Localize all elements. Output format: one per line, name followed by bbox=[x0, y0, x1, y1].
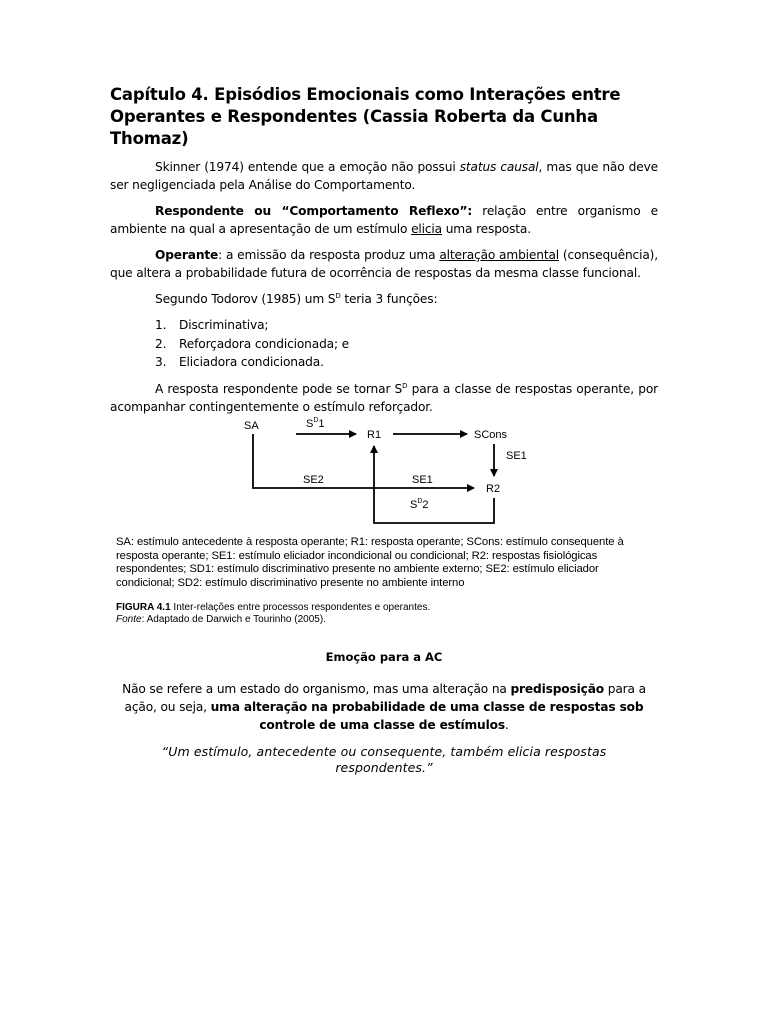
superscript: D bbox=[402, 381, 408, 390]
diagram-label-sa: SA bbox=[244, 420, 259, 432]
diagram-label-sd2-sup: D bbox=[417, 498, 423, 505]
diagram-label-scons: SCons bbox=[474, 429, 508, 441]
diagram-label-sd2-base: S bbox=[410, 499, 418, 511]
list-text: Discriminativa; bbox=[179, 318, 269, 332]
diagram-label-sd1-sup: D bbox=[313, 417, 319, 424]
bold-term: Respondente ou “Comportamento Reflexo”: bbox=[155, 204, 473, 218]
paragraph-text: uma resposta. bbox=[442, 222, 531, 236]
diagram-label-r2: R2 bbox=[486, 483, 501, 495]
diagram-label-sd1 bbox=[306, 417, 325, 430]
list-item bbox=[155, 316, 658, 335]
superscript: D bbox=[335, 291, 341, 300]
list-item bbox=[155, 353, 658, 372]
list-number: 1. bbox=[155, 318, 167, 332]
bold-term: predisposição bbox=[510, 682, 605, 696]
paragraph-text: teria 3 funções: bbox=[340, 292, 438, 306]
paragraph-respondente bbox=[110, 202, 658, 238]
chapter-title: Capítulo 4. Episódios Emocionais como Interações entre Operantes e Respondentes (Cassia Roberta da Cunha Thomaz) bbox=[110, 85, 621, 148]
diagram-label-sd1-tail: 1 bbox=[318, 418, 325, 430]
paragraph-text: (consequência), que altera a probabilidade futura de ocorrência de respostas da mesma classe funcional. bbox=[110, 248, 658, 280]
italic-term: status causal bbox=[459, 160, 539, 174]
list-text: Reforçadora condicionada; e bbox=[179, 336, 349, 351]
paragraph-text: relação entre organismo e ambiente na qual a apresentação de um estímulo bbox=[110, 204, 659, 236]
paragraph-operante bbox=[110, 246, 658, 282]
list-number: 2. bbox=[155, 336, 167, 351]
figure-caption: SA: estímulo antecedente à resposta operante; R1: resposta operante; SCons: estímulo consequente à resposta operante; SE1: estímulo eliciador incondicional ou condicional; R2: respostas fisiológicas respondentes; SD1: estímulo discriminativo presente no ambiente externo; SE2: estímulo eliciador condicional; SD2: estímulo discriminativo presente no ambiente interno bbox=[116, 536, 624, 589]
arrow-r2-to-r1 bbox=[374, 446, 494, 523]
figure-label bbox=[116, 602, 658, 626]
figure-title: Inter-relações entre processos respondentes e operantes. bbox=[170, 602, 431, 613]
figure-source-label: Fonte bbox=[116, 614, 142, 625]
paragraph-text: . bbox=[504, 718, 509, 732]
paragraph-text: : a emissão da resposta produz uma bbox=[218, 248, 440, 262]
section-title: Emoção para a AC bbox=[325, 650, 443, 664]
underlined-term: elicia bbox=[411, 222, 442, 236]
list-text: Eliciadora condicionada. bbox=[179, 355, 324, 369]
quote: “Um estímulo, antecedente ou consequente, também elicia respostas respondentes.” bbox=[161, 744, 607, 775]
arrow-sa-to-r2 bbox=[253, 434, 474, 488]
list-number: 3. bbox=[155, 355, 167, 369]
diagram-label-r1: R1 bbox=[367, 429, 382, 441]
diagram-label-sd1-base: S bbox=[306, 418, 314, 430]
figure-number: FIGURA 4.1 bbox=[116, 602, 171, 613]
figure-source: : Adaptado de Darwich e Tourinho (2005). bbox=[141, 614, 326, 625]
paragraph-text: para a ação, ou seja, bbox=[124, 682, 646, 714]
paragraph-text: , mas que não deve ser negligenciada pela Análise do Comportamento. bbox=[110, 160, 658, 192]
paragraph-text: Segundo Todorov (1985) um S bbox=[155, 292, 336, 306]
paragraph-text: para a classe de respostas operante, por acompanhar contingentemente o estímulo reforçador. bbox=[110, 381, 658, 414]
bold-phrase: uma alteração na probabilidade de uma classe de respostas sob controle de uma classe de estímulos bbox=[210, 700, 644, 732]
paragraph-emotion bbox=[110, 680, 658, 734]
paragraph-text: Não se refere a um estado do organismo, mas uma alteração na bbox=[122, 682, 511, 696]
paragraph-todorov bbox=[110, 290, 658, 308]
interaction-diagram bbox=[110, 410, 658, 530]
underlined-term: alteração ambiental bbox=[439, 248, 560, 262]
emotion-section bbox=[110, 650, 658, 776]
diagram-label-sd2-tail: 2 bbox=[422, 499, 429, 511]
diagram-label-sd2 bbox=[410, 498, 429, 511]
diagram-label-se1-right: SE1 bbox=[506, 450, 527, 462]
diagram-label-se2: SE2 bbox=[303, 474, 324, 486]
functions-list bbox=[110, 316, 658, 372]
paragraph-text: A resposta respondente pode se tornar S bbox=[155, 381, 403, 396]
paragraph-skinner bbox=[110, 158, 658, 194]
bold-term: Operante bbox=[155, 248, 219, 262]
figure-4-1 bbox=[110, 410, 658, 626]
diagram-label-se1-mid: SE1 bbox=[412, 474, 433, 486]
list-item bbox=[155, 335, 658, 354]
document-page bbox=[110, 84, 658, 424]
paragraph-text: Skinner (1974) entende que a emoção não possui bbox=[155, 160, 460, 174]
